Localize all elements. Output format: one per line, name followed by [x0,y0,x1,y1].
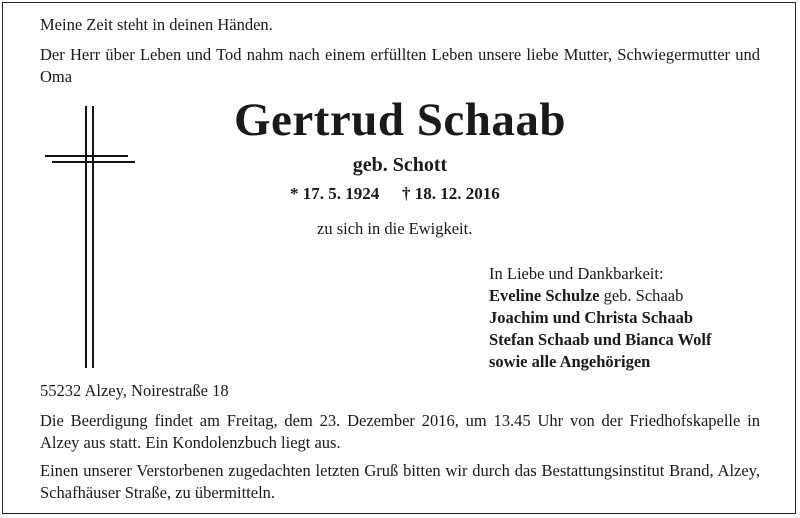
signer-line-4: sowie alle Angehörigen [489,352,651,371]
greeting-info: Einen unserer Verstorbenen zugedachten letzten Gruß bitten wir durch das Bestattungsinstitut Brand, Alzey, Schafhäuser Straße, zu übermitteln. [40,461,760,502]
deceased-name: Gertrud Schaab [233,94,567,146]
signer-line-2: Joachim und Christa Schaab [489,308,694,327]
signer-name-1: Eveline Schulze [489,286,600,305]
death-date: † 18. 12. 2016 [402,184,500,203]
signers-intro: In Liebe und Dankbarkeit: [489,264,664,283]
funeral-info: Die Beerdigung findet am Freitag, dem 23. Dezember 2016, um 13.45 Uhr von der Friedhofskapelle in Alzey aus statt. Ein Kondolenzbuch liegt aus. [40,411,760,452]
signer-line-1 [489,285,683,307]
signer-line-3: Stefan Schaab und Bianca Wolf [489,330,712,349]
address: 55232 Alzey, Noirestraße 18 [40,381,229,400]
motto: Meine Zeit steht in deinen Händen. [40,15,273,34]
birth-name: geb. Schott [352,154,448,176]
birth-date: * 17. 5. 1924 [290,184,380,203]
signer-birth-name-1: geb. Schaab [599,286,684,305]
eternity-text: zu sich in die Ewigkeit. [317,219,473,238]
intro-text: Der Herr über Leben und Tod nahm nach einem erfüllten Leben unsere liebe Mutter, Schwiegermutter und Oma [40,45,760,86]
